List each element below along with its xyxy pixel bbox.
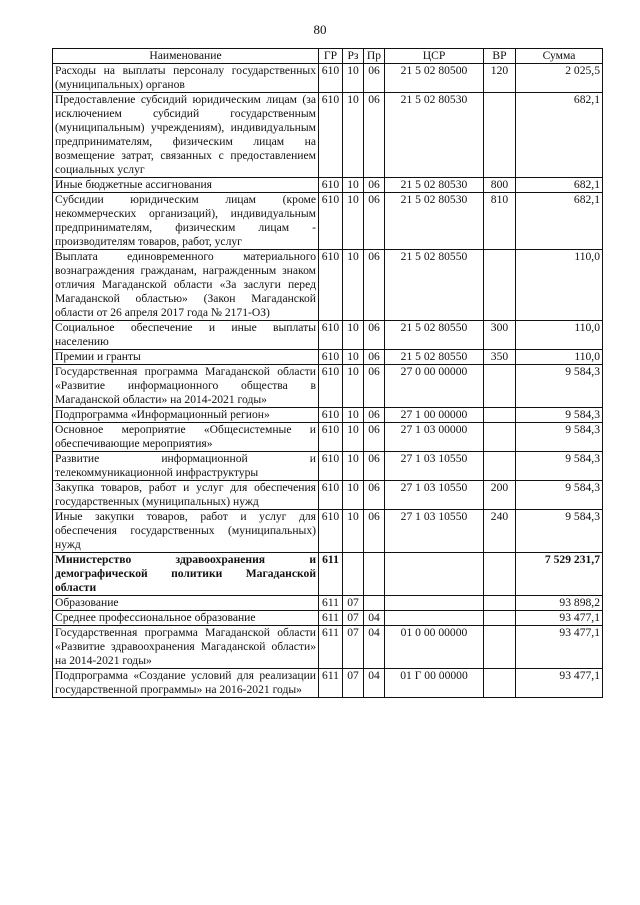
row-rz-cell: 10	[343, 178, 364, 193]
row-pr-cell: 06	[364, 64, 385, 93]
row-name-cell: Образование	[53, 596, 319, 611]
row-name-cell: Предоставление субсидий юридическим лицам (за исключением субсидий государственным (муниципальным) учреждениям), индивидуальным предпринимателям, физическим лицам на возмещение затрат, связанных с предоставлением социальных услуг	[53, 93, 319, 178]
header-sum: Сумма	[516, 49, 603, 64]
row-gr-cell: 610	[319, 452, 343, 481]
row-csr-cell	[385, 553, 484, 596]
row-rz-cell: 07	[343, 596, 364, 611]
row-rz-cell: 07	[343, 626, 364, 669]
row-pr-cell: 06	[364, 423, 385, 452]
row-vr-cell	[484, 669, 516, 698]
row-sum-cell: 9 584,3	[516, 423, 603, 452]
row-sum-cell: 9 584,3	[516, 481, 603, 510]
row-name-cell: Подпрограмма «Создание условий для реализации государственной программы» на 2016-2021 годы»	[53, 669, 319, 698]
row-gr-cell: 610	[319, 193, 343, 250]
header-pr: Пр	[364, 49, 385, 64]
row-sum-cell: 9 584,3	[516, 452, 603, 481]
row-gr-cell: 611	[319, 611, 343, 626]
row-csr-cell: 21 5 02 80550	[385, 350, 484, 365]
row-name-cell: Основное мероприятие «Общесистемные и обеспечивающие мероприятия»	[53, 423, 319, 452]
row-sum-cell: 682,1	[516, 178, 603, 193]
row-name-cell: Расходы на выплаты персоналу государственных (муниципальных) органов	[53, 64, 319, 93]
row-name-cell: Государственная программа Магаданской области «Развитие информационного общества в Магаданской области» на 2014-2021 годы»	[53, 365, 319, 408]
row-gr-cell: 610	[319, 423, 343, 452]
row-vr-cell	[484, 553, 516, 596]
header-csr: ЦСР	[385, 49, 484, 64]
row-rz-cell: 10	[343, 350, 364, 365]
table-row	[53, 626, 603, 669]
row-name-cell: Выплата единовременного материального вознаграждения гражданам, награжденным знаком отличия Магаданской области «За заслуги перед Магаданской областью» (Закон Магаданской области от 26 апреля 2017 года № 2171-ОЗ)	[53, 250, 319, 321]
row-gr-cell: 610	[319, 350, 343, 365]
row-name-cell: Развитие информационной и телекоммуникационной инфраструктуры	[53, 452, 319, 481]
row-csr-cell: 21 5 02 80550	[385, 250, 484, 321]
table-row	[53, 365, 603, 408]
table-row	[53, 93, 603, 178]
row-name-cell: Иные закупки товаров, работ и услуг для обеспечения государственных (муниципальных) нужд	[53, 510, 319, 553]
row-pr-cell: 06	[364, 365, 385, 408]
header-vr: ВР	[484, 49, 516, 64]
table-row	[53, 510, 603, 553]
row-csr-cell: 27 1 03 10550	[385, 510, 484, 553]
row-rz-cell	[343, 553, 364, 596]
row-csr-cell: 27 1 03 10550	[385, 481, 484, 510]
table-row	[53, 553, 603, 596]
row-pr-cell: 06	[364, 510, 385, 553]
row-gr-cell: 610	[319, 321, 343, 350]
row-pr-cell	[364, 596, 385, 611]
header-rz: Рз	[343, 49, 364, 64]
row-rz-cell: 10	[343, 64, 364, 93]
row-pr-cell: 04	[364, 626, 385, 669]
row-sum-cell: 110,0	[516, 350, 603, 365]
row-csr-cell: 21 5 02 80500	[385, 64, 484, 93]
row-rz-cell: 10	[343, 423, 364, 452]
row-gr-cell: 610	[319, 408, 343, 423]
row-csr-cell	[385, 611, 484, 626]
table-row	[53, 250, 603, 321]
row-sum-cell: 110,0	[516, 321, 603, 350]
row-rz-cell: 10	[343, 510, 364, 553]
row-vr-cell: 240	[484, 510, 516, 553]
row-vr-cell	[484, 423, 516, 452]
row-sum-cell: 2 025,5	[516, 64, 603, 93]
table-row	[53, 596, 603, 611]
row-csr-cell: 27 1 03 00000	[385, 423, 484, 452]
row-pr-cell: 06	[364, 350, 385, 365]
row-csr-cell: 01 Г 00 00000	[385, 669, 484, 698]
row-pr-cell: 06	[364, 321, 385, 350]
row-vr-cell: 800	[484, 178, 516, 193]
row-name-cell: Министерство здравоохранения и демографической политики Магаданской области	[53, 553, 319, 596]
row-pr-cell: 06	[364, 408, 385, 423]
row-vr-cell: 300	[484, 321, 516, 350]
row-csr-cell: 27 1 00 00000	[385, 408, 484, 423]
row-vr-cell	[484, 626, 516, 669]
header-name: Наименование	[53, 49, 319, 64]
row-vr-cell	[484, 408, 516, 423]
table-row	[53, 452, 603, 481]
table-row	[53, 408, 603, 423]
table-header-row	[53, 49, 603, 64]
row-vr-cell	[484, 611, 516, 626]
row-pr-cell: 04	[364, 669, 385, 698]
table-row	[53, 350, 603, 365]
row-pr-cell: 06	[364, 93, 385, 178]
row-sum-cell: 682,1	[516, 193, 603, 250]
row-sum-cell: 110,0	[516, 250, 603, 321]
row-name-cell: Подпрограмма «Информационный регион»	[53, 408, 319, 423]
row-gr-cell: 610	[319, 365, 343, 408]
row-pr-cell: 06	[364, 481, 385, 510]
table-row	[53, 178, 603, 193]
page-number: 80	[313, 22, 327, 37]
row-gr-cell: 610	[319, 481, 343, 510]
row-pr-cell: 06	[364, 452, 385, 481]
row-vr-cell	[484, 93, 516, 178]
row-pr-cell: 04	[364, 611, 385, 626]
row-rz-cell: 10	[343, 408, 364, 423]
row-vr-cell	[484, 365, 516, 408]
row-gr-cell: 611	[319, 626, 343, 669]
row-rz-cell: 10	[343, 250, 364, 321]
header-gr: ГР	[319, 49, 343, 64]
row-rz-cell: 10	[343, 452, 364, 481]
row-vr-cell	[484, 452, 516, 481]
table-row	[53, 481, 603, 510]
table-row	[53, 64, 603, 93]
row-csr-cell: 21 5 02 80530	[385, 93, 484, 178]
row-name-cell: Иные бюджетные ассигнования	[53, 178, 319, 193]
table-row	[53, 611, 603, 626]
row-sum-cell: 93 477,1	[516, 626, 603, 669]
row-sum-cell: 682,1	[516, 93, 603, 178]
row-sum-cell: 9 584,3	[516, 365, 603, 408]
row-vr-cell: 350	[484, 350, 516, 365]
row-rz-cell: 10	[343, 321, 364, 350]
row-name-cell: Субсидии юридическим лицам (кроме некоммерческих организаций), индивидуальным предпринимателям, физическим лицам - производителям товаров, работ, услуг	[53, 193, 319, 250]
row-gr-cell: 610	[319, 510, 343, 553]
row-csr-cell: 21 5 02 80550	[385, 321, 484, 350]
row-rz-cell: 10	[343, 481, 364, 510]
row-sum-cell: 7 529 231,7	[516, 553, 603, 596]
row-rz-cell: 07	[343, 669, 364, 698]
row-gr-cell: 610	[319, 250, 343, 321]
table-row	[53, 423, 603, 452]
row-name-cell: Закупка товаров, работ и услуг для обеспечения государственных (муниципальных) нужд	[53, 481, 319, 510]
row-vr-cell: 200	[484, 481, 516, 510]
row-sum-cell: 93 477,1	[516, 669, 603, 698]
row-rz-cell: 10	[343, 93, 364, 178]
row-gr-cell: 611	[319, 596, 343, 611]
row-pr-cell: 06	[364, 178, 385, 193]
row-csr-cell: 01 0 00 00000	[385, 626, 484, 669]
row-sum-cell: 93 477,1	[516, 611, 603, 626]
row-name-cell: Среднее профессиональное образование	[53, 611, 319, 626]
row-gr-cell: 611	[319, 553, 343, 596]
table-row	[53, 193, 603, 250]
row-rz-cell: 07	[343, 611, 364, 626]
row-csr-cell: 21 5 02 80530	[385, 178, 484, 193]
budget-table	[52, 48, 603, 698]
row-csr-cell: 27 0 00 00000	[385, 365, 484, 408]
row-gr-cell: 610	[319, 93, 343, 178]
row-pr-cell	[364, 553, 385, 596]
row-pr-cell: 06	[364, 250, 385, 321]
row-vr-cell: 120	[484, 64, 516, 93]
row-vr-cell	[484, 596, 516, 611]
row-rz-cell: 10	[343, 193, 364, 250]
row-rz-cell: 10	[343, 365, 364, 408]
row-sum-cell: 93 898,2	[516, 596, 603, 611]
row-csr-cell: 21 5 02 80530	[385, 193, 484, 250]
row-vr-cell	[484, 250, 516, 321]
row-name-cell: Премии и гранты	[53, 350, 319, 365]
row-csr-cell: 27 1 03 10550	[385, 452, 484, 481]
table-row	[53, 321, 603, 350]
table-row	[53, 669, 603, 698]
row-name-cell: Социальное обеспечение и иные выплаты населению	[53, 321, 319, 350]
row-csr-cell	[385, 596, 484, 611]
row-sum-cell: 9 584,3	[516, 510, 603, 553]
row-pr-cell: 06	[364, 193, 385, 250]
row-gr-cell: 611	[319, 669, 343, 698]
row-vr-cell: 810	[484, 193, 516, 250]
row-sum-cell: 9 584,3	[516, 408, 603, 423]
row-name-cell: Государственная программа Магаданской области «Развитие здравоохранения Магаданской области» на 2014-2021 годы»	[53, 626, 319, 669]
row-gr-cell: 610	[319, 178, 343, 193]
row-gr-cell: 610	[319, 64, 343, 93]
